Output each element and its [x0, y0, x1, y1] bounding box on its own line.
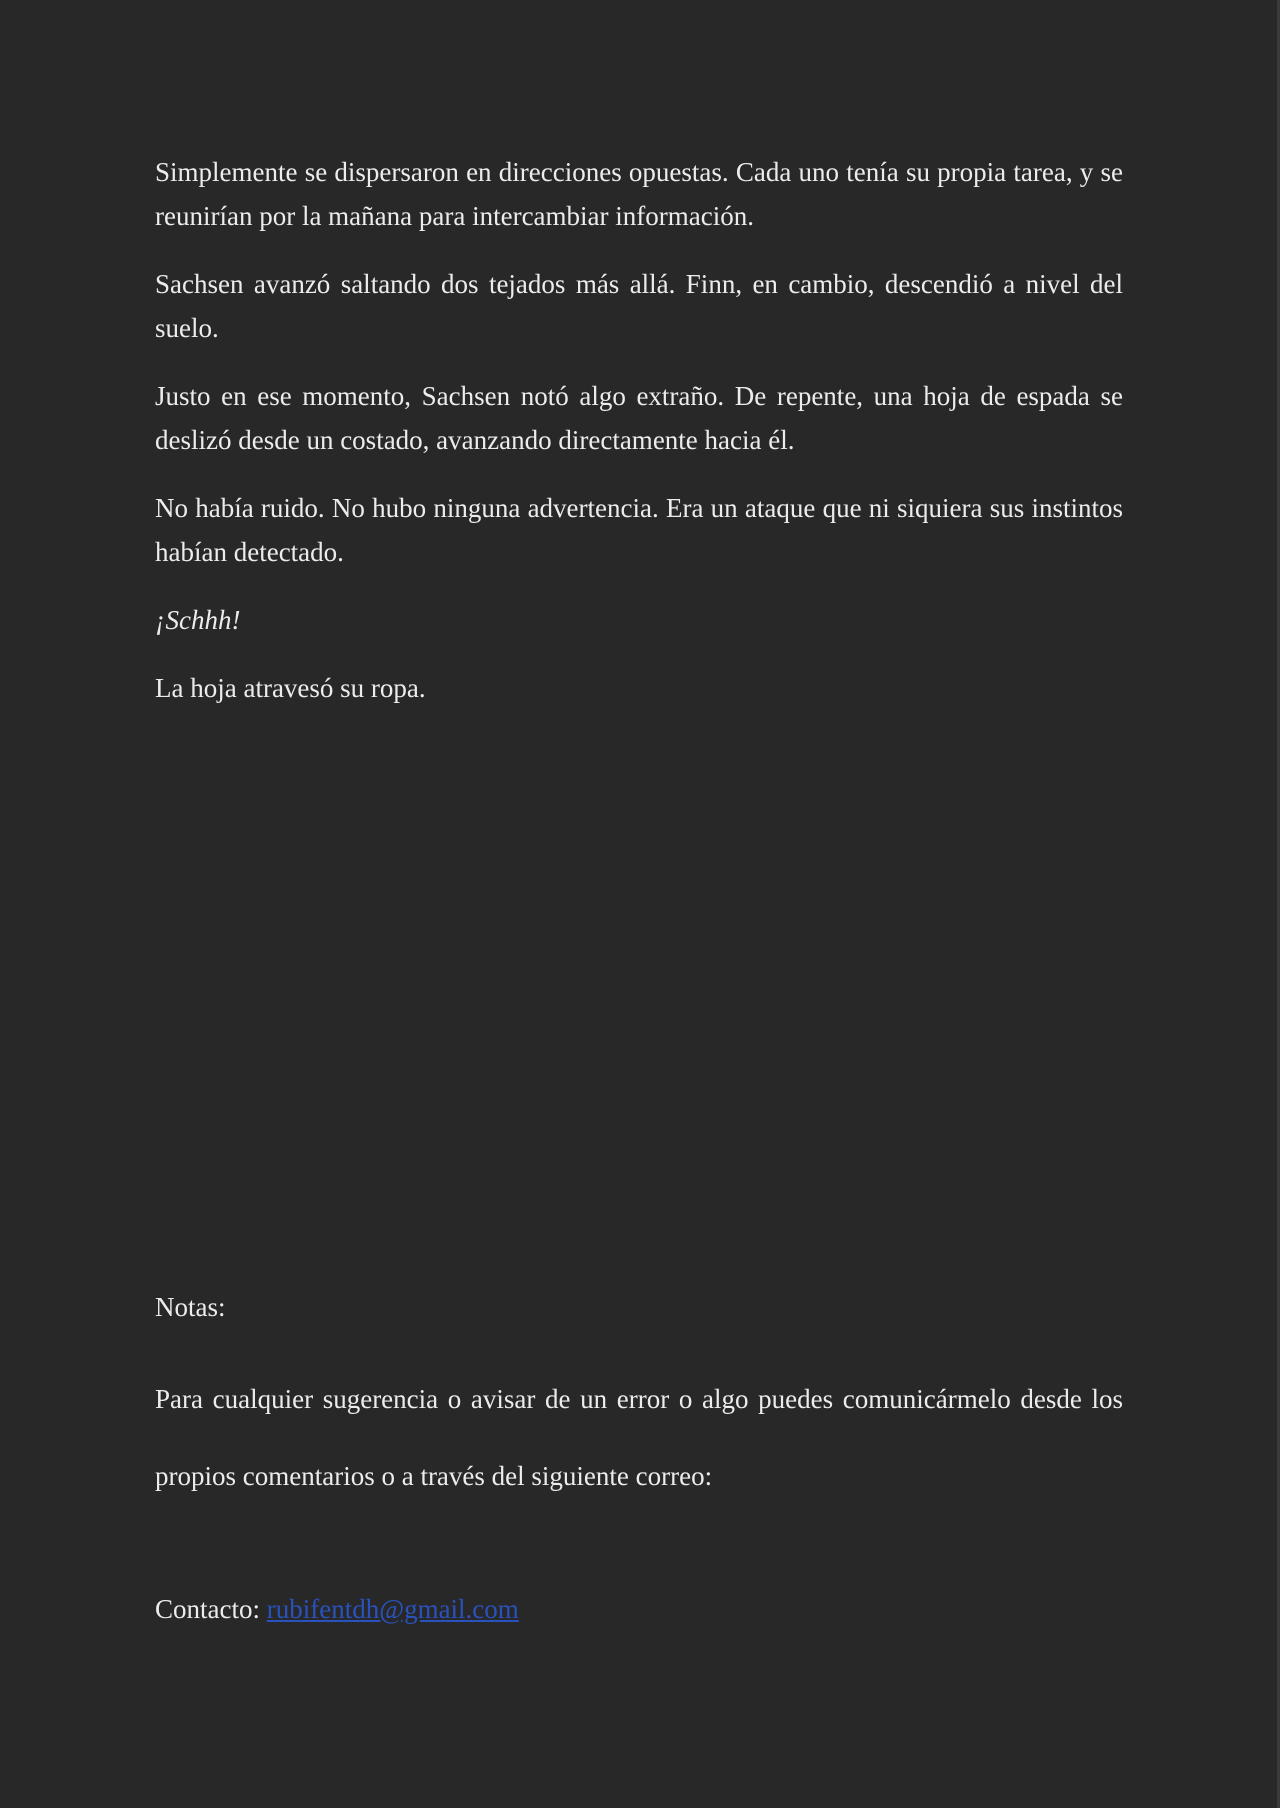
- contact-label: Contacto:: [155, 1594, 267, 1624]
- notes-body: Para cualquier sugerencia o avisar de un error o algo puedes comunicármelo desde los propios comentarios o a través del siguiente correo:: [155, 1384, 1123, 1491]
- paragraph-5: ¡Schhh!: [155, 605, 241, 635]
- chapter-text: [155, 150, 1123, 734]
- contact-line: [155, 1587, 1123, 1631]
- paragraph-6: La hoja atravesó su ropa.: [155, 673, 426, 703]
- notes-section: [155, 1285, 1123, 1631]
- notes-heading: Notas:: [155, 1292, 226, 1322]
- paragraph-1: Simplemente se dispersaron en direcciones opuestas. Cada uno tenía su propia tarea, y se reunirían por la mañana para intercambiar información.: [155, 157, 1123, 231]
- paragraph-2: Sachsen avanzó saltando dos tejados más allá. Finn, en cambio, descendió a nivel del suelo.: [155, 269, 1123, 343]
- paragraph-3: Justo en ese momento, Sachsen notó algo extraño. De repente, una hoja de espada se deslizó desde un costado, avanzando directamente hacia él.: [155, 381, 1123, 455]
- contact-email-link[interactable]: rubifentdh@gmail.com: [266, 1594, 519, 1624]
- paragraph-4: No había ruido. No hubo ninguna advertencia. Era un ataque que ni siquiera sus instintos habían detectado.: [155, 493, 1123, 567]
